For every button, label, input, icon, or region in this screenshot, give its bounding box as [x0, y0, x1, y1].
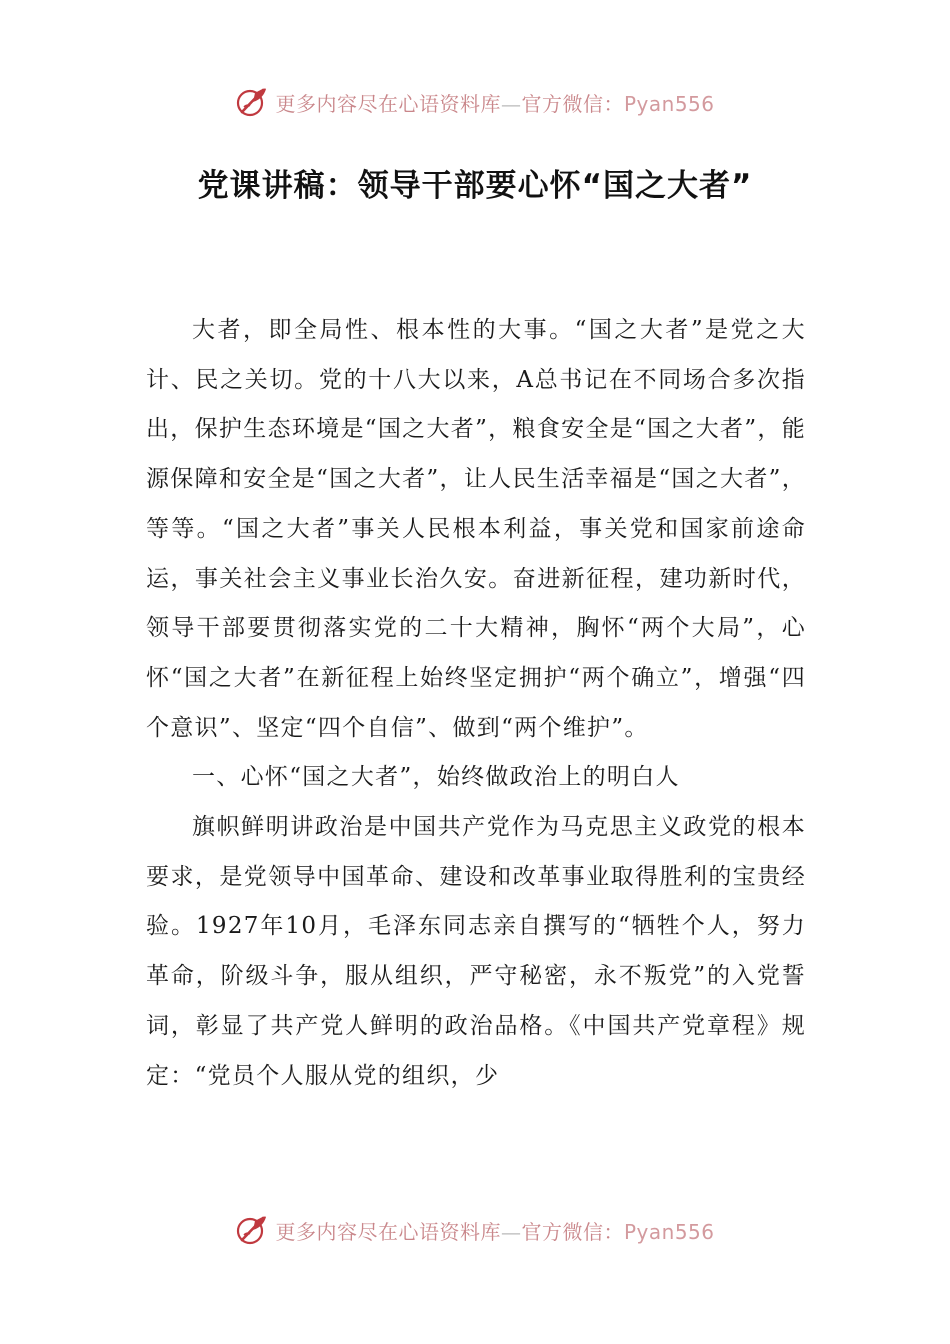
document-title: 党课讲稿：领导干部要心怀“国之大者” [197, 168, 753, 204]
banner-text: 更多内容尽在心语资料库—官方微信：Pyan556 [275, 1219, 715, 1244]
footer-banner [0, 1210, 950, 1250]
section-heading: 一、心怀“国之大者”，始终做政治上的明白人 [192, 764, 680, 791]
header-banner [0, 82, 950, 122]
document-body [146, 306, 806, 1101]
quill-logo-icon [235, 1213, 269, 1247]
banner-text: 更多内容尽在心语资料库—官方微信：Pyan556 [275, 91, 715, 116]
paragraph-politics: 旗帜鲜明讲政治是中国共产党作为马克思主义政党的根本要求，是党领导中国革命、建设和改革事业取得胜利的宝贵经验。1927年10月，毛泽东同志亲自撰写的“牺牲个人，努力革命，阶级斗争，服从组织，严守秘密，永不叛党”的入党誓词，彰显了共产党人鲜明的政治品格。《中国共产党章程》规定：“党员个人服从党的组织，少 [146, 814, 806, 1089]
quill-logo-icon [235, 85, 269, 119]
paragraph-intro: 大者，即全局性、根本性的大事。“国之大者”是党之大计、民之关切。党的十八大以来，A总书记在不同场合多次指出，保护生态环境是“国之大者”，粮食安全是“国之大者”，能源保障和安全是“国之大者”，让人民生活幸福是“国之大者”，等等。“国之大者”事关人民根本利益，事关党和国家前途命运，事关社会主义事业长治久安。奋进新征程，建功新时代，领导干部要贯彻落实党的二十大精神，胸怀“两个大局”，心怀“国之大者”在新征程上始终坚定拥护“两个确立”，增强“四个意识”、坚定“四个自信”、做到“两个维护”。 [146, 317, 806, 741]
